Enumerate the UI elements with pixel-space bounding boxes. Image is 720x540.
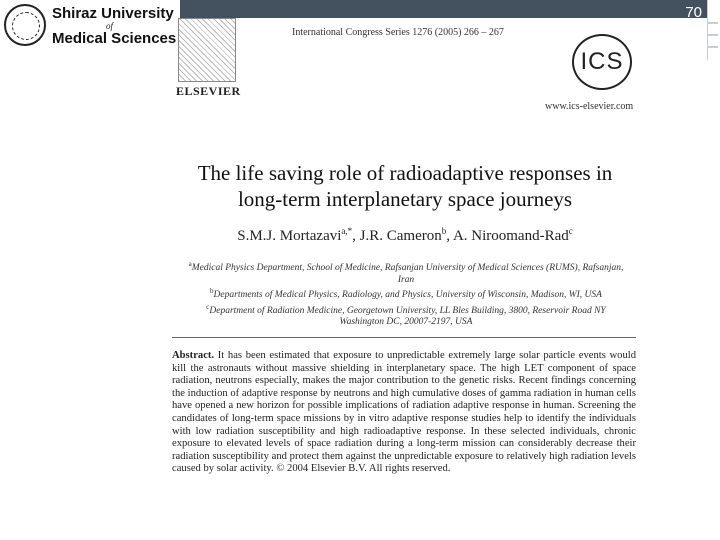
elsevier-logo (174, 14, 241, 98)
affiliation-mark: b (210, 287, 214, 296)
affiliation-mark: a (188, 260, 192, 268)
author-mark: b (441, 226, 447, 236)
affiliation-mark: c (206, 302, 210, 311)
author-name: J.R. Cameron (359, 228, 442, 244)
university-logo (4, 2, 180, 50)
ics-logo-text: ICS (580, 48, 624, 75)
university-name-line2: of (106, 21, 114, 31)
slide-header-bar (180, 0, 708, 18)
strip-tick (708, 22, 718, 24)
paper-title-line1: The life saving role of radioadaptive responses in (197, 161, 613, 185)
abstract (172, 350, 636, 476)
author-separator: , (446, 228, 453, 244)
abstract-label: Abstract. (172, 350, 215, 361)
slide-number: 70 (685, 4, 702, 21)
elsevier-tree-icon (178, 18, 236, 82)
ics-logo (572, 34, 632, 90)
author-name: A. Niroomand-Rad (452, 228, 569, 244)
university-name-line1: Shiraz University (52, 5, 174, 22)
paper-title (180, 160, 630, 212)
author-mark: a,* (341, 226, 353, 236)
university-seal-icon (4, 4, 46, 46)
ics-url: www.ics-elsevier.com (545, 101, 634, 112)
affiliation-text: Department of Radiation Medicine, Georgetown University, LL Bles Building, 3800, Reservoir Road NY Washington DC, 20007-2197, USA (209, 305, 606, 328)
strip-tick (708, 46, 718, 48)
affiliation (186, 286, 626, 302)
slide-side-strip (707, 0, 720, 60)
affiliation (186, 259, 626, 286)
affiliation-text: Departments of Medical Physics, Radiology, and Physics, University of Wisconsin, Madison, WI, USA (213, 290, 602, 301)
author-separator: , (352, 228, 360, 244)
author-list (180, 226, 630, 245)
affiliation-text: Medical Physics Department, School of Medicine, Rafsanjan University of Medical Sciences (RUMS), Rafsanjan, Iran (191, 263, 624, 285)
abstract-text: It has been estimated that exposure to unpredictable extremely large solar particle events would kill the astronauts without massive shielding in interplanetary space. The high LET component of space radiation, neutrons especially, makes the major contribution to the genetic risks. Recent findings concerning the induction of adaptive response by neutrons and high cumulative doses of gamma radiation in human cells have opened a new horizon for possible implications of radiation adaptive response in human. Screening the candidates of long-term space missions by in vitro adaptive response studies help to identify the individuals with low radiation susceptibility and high radioadaptive response. In these selected individuals, chronic exposure to elevated levels of space radiation during a long-term mission can considerably decrease their radiation susceptibility and protect them against the unpredictable exposure to relatively high radiation levels caused by solar activity. © 2004 Elsevier B.V. All rights reserved. (172, 350, 636, 475)
strip-tick (708, 34, 718, 36)
journal-reference: International Congress Series 1276 (2005) 266 – 267 (292, 27, 504, 38)
affiliation (186, 302, 626, 329)
author-name: S.M.J. Mortazavi (237, 228, 342, 244)
author-mark: c (568, 226, 573, 236)
section-divider (172, 337, 636, 338)
paper-title-line2: long-term interplanetary space journeys (237, 187, 573, 211)
university-name-line3: Medical Sciences (52, 30, 177, 47)
affiliations (186, 259, 626, 329)
publisher-name: ELSEVIER (176, 84, 241, 98)
